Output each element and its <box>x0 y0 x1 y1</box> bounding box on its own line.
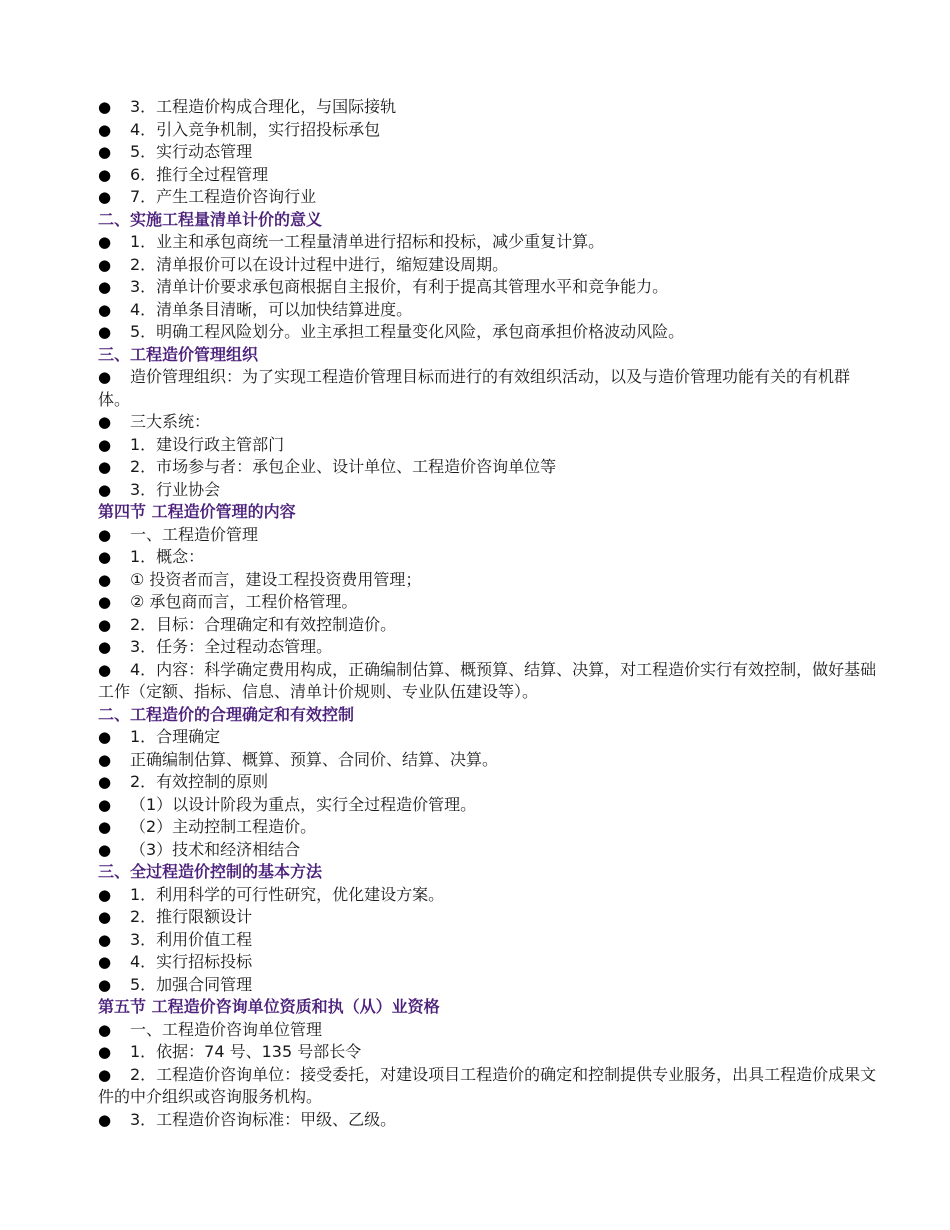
bullet-item: ● 6．推行全过程管理 <box>98 164 878 187</box>
section-heading: 三、全过程造价控制的基本方法 <box>98 862 323 881</box>
bullet-item: ● 4．实行招标投标 <box>98 951 878 974</box>
bullet-item: ● 4．清单条目清晰，可以加快结算进度。 <box>98 299 878 322</box>
bullet-item: ● 1．合理确定 <box>98 726 878 749</box>
bullet-item: ● 3．工程造价咨询标准：甲级、乙级。 <box>98 1109 878 1132</box>
bullet-item: ● 一、工程造价管理 <box>98 524 878 547</box>
bullet-item: ● 2．清单报价可以在设计过程中进行，缩短建设周期。 <box>98 254 878 277</box>
bullet-item: ● 7．产生工程造价咨询行业 <box>98 186 878 209</box>
bullet-item: ● 三大系统： <box>98 411 878 434</box>
section-heading: 第五节 工程造价咨询单位资质和执（从）业资格 <box>98 997 440 1016</box>
bullet-item: ● 1．建设行政主管部门 <box>98 434 878 457</box>
section-heading: 三、工程造价管理组织 <box>98 344 259 364</box>
bullet-item: ● 一、工程造价咨询单位管理 <box>98 1019 878 1042</box>
bullet-item: ● 1．依据：74 号、135 号部长令 <box>98 1041 878 1064</box>
bullet-item: ● 2．市场参与者：承包企业、设计单位、工程造价咨询单位等 <box>98 456 878 479</box>
bullet-item: ● 3．清单计价要求承包商根据自主报价，有利于提高其管理水平和竞争能力。 <box>98 276 878 299</box>
bullet-item: ● ① 投资者而言，建设工程投资费用管理； <box>98 569 878 592</box>
bullet-item: ● 2．推行限额设计 <box>98 906 878 929</box>
bullet-item: ● 5．明确工程风险划分。业主承担工程量变化风险，承包商承担价格波动风险。 <box>98 321 878 344</box>
bullet-item: ● 1．利用科学的可行性研究，优化建设方案。 <box>98 884 878 907</box>
bullet-item: ● 2．工程造价咨询单位：接受委托，对建设项目工程造价的确定和控制提供专业服务，出具工程造价成果文件的中介组织或咨询服务机构。 <box>98 1064 878 1109</box>
document-body <box>98 96 878 1131</box>
section-heading: 二、实施工程量清单计价的意义 <box>98 209 323 229</box>
bullet-item: ● 2．目标：合理确定和有效控制造价。 <box>98 614 878 637</box>
bullet-item: ● 4．引入竞争机制，实行招投标承包 <box>98 119 878 142</box>
bullet-item: ● 1．概念： <box>98 546 878 569</box>
bullet-item: ● 造价管理组织：为了实现工程造价管理目标而进行的有效组织活动，以及与造价管理功能有关的有机群体。 <box>98 366 878 411</box>
bullet-item: ● 3．任务：全过程动态管理。 <box>98 636 878 659</box>
bullet-item: ● （2）主动控制工程造价。 <box>98 816 878 839</box>
bullet-item: ● 2．有效控制的原则 <box>98 771 878 794</box>
bullet-item: ● 4．内容：科学确定费用构成，正确编制估算、概预算、结算、决算，对工程造价实行有效控制，做好基础工作（定额、指标、信息、清单计价规则、专业队伍建设等）。 <box>98 659 878 704</box>
bullet-item: ● 3．利用价值工程 <box>98 929 878 952</box>
bullet-item: ● 5．加强合同管理 <box>98 974 878 997</box>
bullet-item: ● （1）以设计阶段为重点，实行全过程造价管理。 <box>98 794 878 817</box>
bullet-item: ● 3．工程造价构成合理化，与国际接轨 <box>98 96 878 119</box>
bullet-item: ● 5．实行动态管理 <box>98 141 878 164</box>
bullet-item: ● （3）技术和经济相结合 <box>98 839 878 862</box>
bullet-item: ● 正确编制估算、概算、预算、合同价、结算、决算。 <box>98 749 878 772</box>
section-heading: 二、工程造价的合理确定和有效控制 <box>98 704 355 724</box>
section-heading: 第四节 工程造价管理的内容 <box>98 502 296 521</box>
bullet-item: ● 3．行业协会 <box>98 479 878 502</box>
bullet-item: ● ② 承包商而言，工程价格管理。 <box>98 591 878 614</box>
bullet-item: ● 1．业主和承包商统一工程量清单进行招标和投标，减少重复计算。 <box>98 231 878 254</box>
